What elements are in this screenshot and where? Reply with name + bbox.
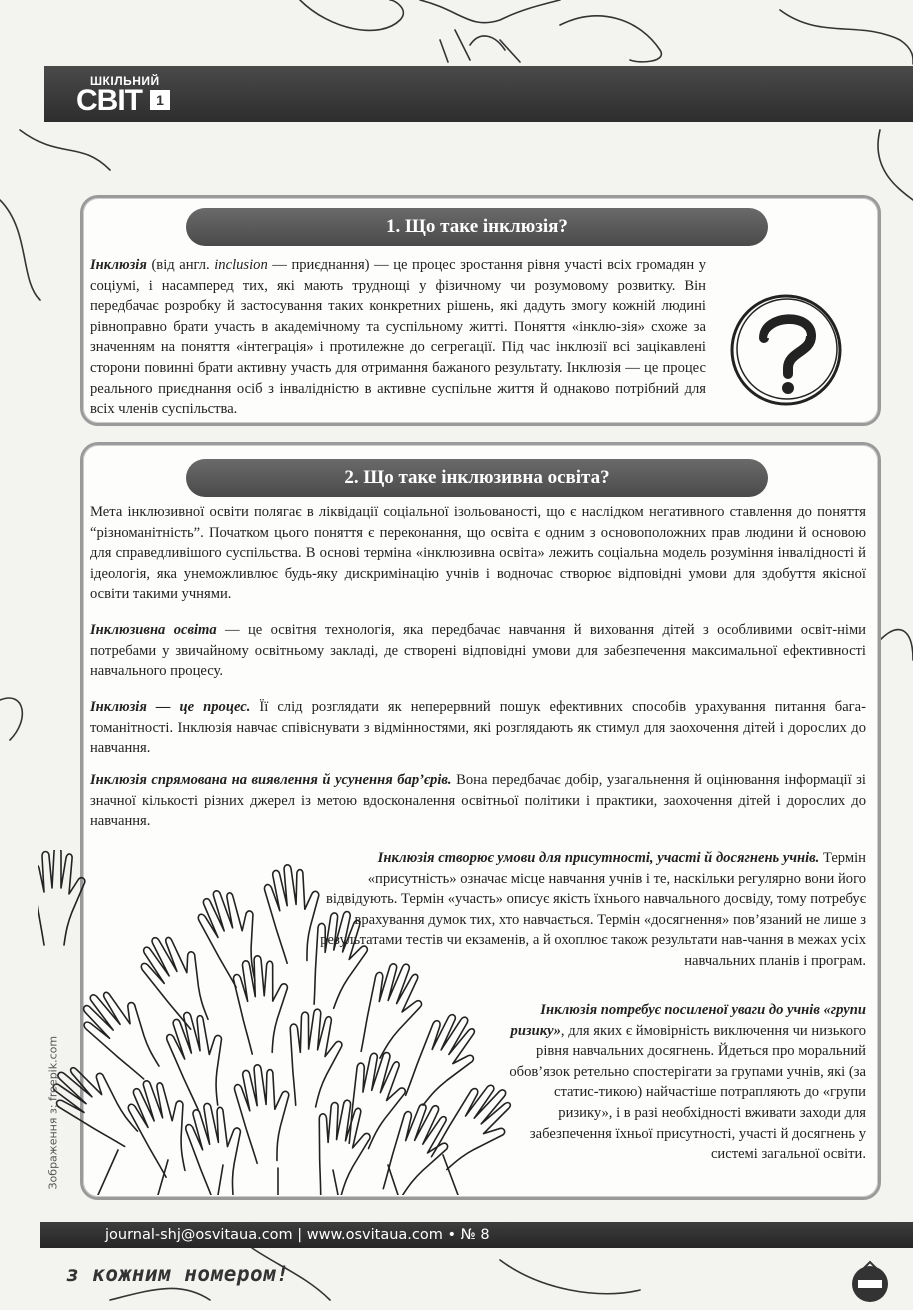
footer-contacts[interactable]: journal-shj@osvitaua.com | www.osvitaua.com • № 8 — [105, 1227, 490, 1243]
term-inclusion: Інклюзія — [90, 257, 147, 273]
question-mark-icon — [726, 290, 846, 410]
footer-bar — [40, 1222, 913, 1248]
logo-big-text: СВІТ — [76, 84, 142, 117]
text-part: (від англ. — [146, 257, 215, 273]
section-2-title: 2. Що таке інклюзивна освіта? — [186, 459, 768, 497]
image-credit-text: Зображення з: freepik.com — [46, 1035, 60, 1190]
paragraph-barriers — [90, 770, 866, 832]
term: Інклюзія спрямована на виявлення й усунення бар’єрів. — [90, 772, 452, 788]
tagline: з кожним номером! — [66, 1262, 290, 1286]
section-1-title: 1. Що таке інклюзія? — [186, 208, 768, 246]
magazine-logo — [68, 74, 178, 118]
text-part: Термін «присутність» означає місце навчання учнів і те, наскільки регулярно вони його відвідують. Термін «участь» описує якість їхнього навчального досвіду, тому потребує врахування думок тих, хто навчається. Термін «досягнення» пов’язаний не лише з результатами тестів чи екзаменів, а й охоплює також результати нав-чання в межах усіх навчальних планів і програм. — [320, 850, 866, 969]
mini-logo-icon — [848, 1260, 892, 1304]
image-credit — [46, 1020, 60, 1190]
term: Інклюзія — це процес. — [90, 699, 251, 715]
text-part: Вона передбачає добір, узагальнення й оцінювання інформації зі значної кількості різних джерел із метою вдосконалення освітньої політики і практики, заохочення дітей і дорослих до навчання. — [90, 772, 866, 830]
term: Інклюзія створює умови для присутності, участі й досягнень учнів. — [377, 850, 820, 866]
text-part: , для яких є ймовірність виключення чи низького рівня навчальних досягнень. Йдеться про моральний обов’язок ретельно спостерігати за групами учнів, які (за статис-тикою) найчастіше потрапляють до «групи ризику», і в разі необхідності вживати заходи для забезпечення їхньої присутності, участі й досягнень у системі загальної освіти. — [509, 1022, 866, 1163]
text-part: Її слід розглядати як неперервний пошук ефективних способів урахування питання бага-томанітності. Інклюзія навчає співіснувати з відмінностями, які розглядають як стимул для заохочення дітей і дорослих до навчання. — [90, 699, 866, 757]
term: Інклюзивна освіта — [90, 622, 217, 638]
paragraph-inclusive-education — [90, 620, 866, 682]
text-part: — це освітня технологія, яка передбачає навчання й виховання дітей з особливими освіт-німи потребами у звичайному освітньому закладі, де створені відповідні умови для забезпечення максимальної ефективності навчального процесу. — [90, 622, 866, 680]
logo-badge: 1 — [150, 90, 170, 110]
paragraph-process — [90, 697, 866, 759]
raised-hands-illustration — [38, 850, 558, 1195]
term: Інклюзія потребує посиленої уваги до учнів «групи ризику» — [510, 1002, 866, 1039]
section-1-text — [90, 255, 706, 420]
logo-small-text: ШКІЛЬНИЙ — [90, 74, 160, 88]
paragraph-goal: Мета інклюзивної освіти полягає в ліквідації соціальної ізольованості, що є наслідком негативного ставлення до поняття “різноманітність”. Початком цього поняття є переконання, що освіта є одним з основоположних прав людини й основою для справедливішого суспільства. В основі терміна «інклюзивна освіта» лежить соціальна модель розуміння інвалідності й ідеологія, яка унеможливлює будь-яку дискримінацію учнів і водночас створює відповідні умови для здобуття якісної освіти такими учнями. — [90, 504, 866, 603]
text-part: — приєднання) — це процес зростання рівня участі всіх громадян у соціумі, і насамперед тих, які мають труднощі у фізичному чи розумовому розвитку. Він передбачає розробку й застосування таких конкретних рішень, які дадуть змогу кожній людині рівноправно брати участь в академічному та суспільному житті. Поняття «інклю-зія» схоже за значенням на поняття «інтеграція» і протилежне до сегрегації. Під час інклюзії всі зацікавлені сторони повинні брати активну участь для отримання бажаного результату. Інклюзія — це процес реального приєднання осіб з інвалідністю в активне суспільне життя й однаково потрібний для всіх членів суспільства. — [90, 257, 707, 418]
english-term: inclusion — [214, 257, 268, 273]
